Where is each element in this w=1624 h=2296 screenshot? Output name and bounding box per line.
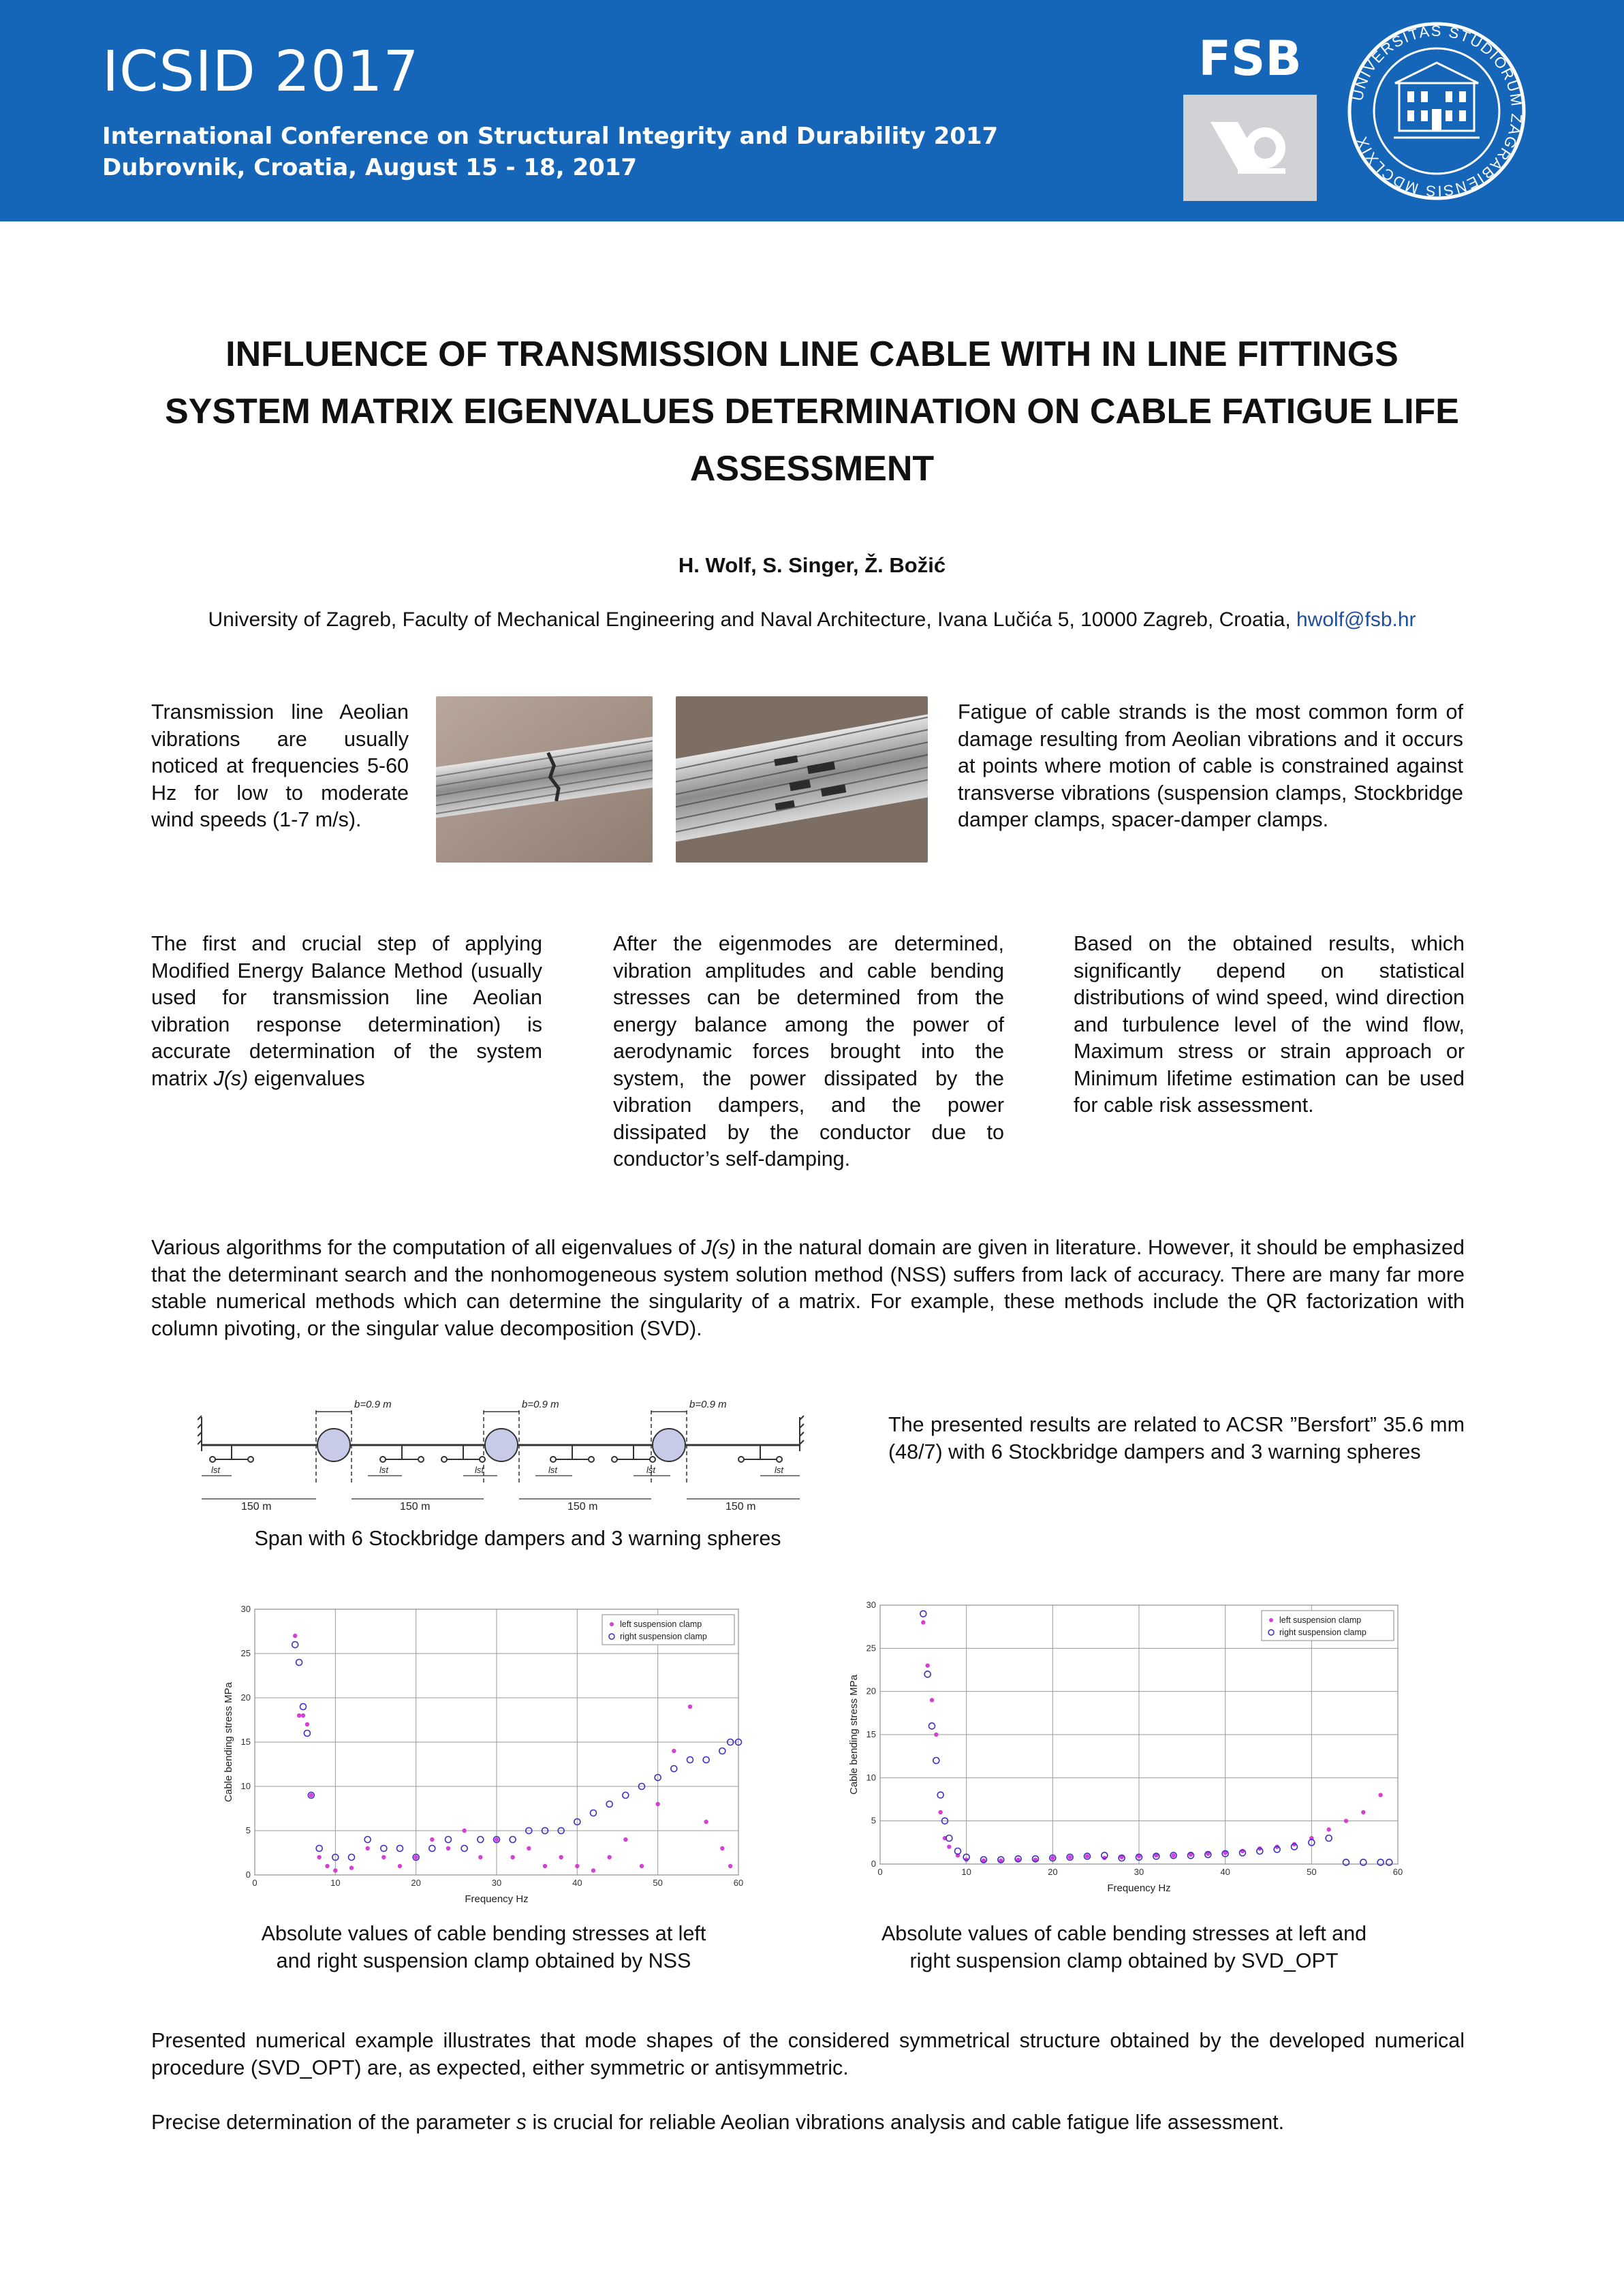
cable-photo-2	[676, 696, 928, 863]
university-seal	[1346, 20, 1527, 202]
algorithms-post: in the natural domain are given in literature. However, it should be emphasized that the determinant search and the nonhomogeneous system solution method (NSS) suffers from lack of accuracy. There are many far more stable numerical methods which can determine the singularity of a matrix. For example, these methods include the QR factorization with column pivoting, or the singular value decomposition (SVD).	[151, 1236, 1465, 1340]
y-tick-label: 20	[240, 1692, 251, 1703]
y-tick-label: 0	[245, 1870, 251, 1880]
conclusion-pre: Precise determination of the parameter	[151, 2111, 511, 2134]
y-tick-label: 10	[240, 1781, 251, 1791]
column-1-pre: The first and crucial step of applying Modified Energy Balance Method (usually used for transmission line Aeolian vibration response determination) is accurate determination of the system matrix	[151, 932, 542, 1090]
lst-label: lst	[379, 1465, 388, 1475]
span-label: 150 m	[567, 1501, 598, 1512]
data-point-left-clamp	[398, 1864, 402, 1868]
data-point-left-clamp	[1085, 1854, 1089, 1858]
data-point-left-clamp	[325, 1864, 329, 1868]
legend-label: left suspension clamp	[1279, 1615, 1362, 1625]
y-tick-label: 30	[240, 1604, 251, 1614]
b-dimension-label: b=0.9 m	[689, 1399, 727, 1410]
data-point-left-clamp	[305, 1722, 309, 1726]
damper-mass	[210, 1457, 215, 1462]
data-point-left-clamp	[720, 1846, 724, 1850]
data-point-left-clamp	[607, 1855, 611, 1859]
x-tick-label: 60	[1392, 1867, 1403, 1877]
warning-sphere	[485, 1429, 518, 1461]
x-tick-label: 30	[491, 1878, 502, 1888]
acsr-note: The presented results are related to ACSR ”Bersfort” 35.6 mm (48/7) with 6 Stockbridge dampers and 3 warning spheres	[888, 1413, 1465, 1463]
lst-label: lst	[775, 1465, 783, 1475]
conference-location: Dubrovnik, Croatia, August 15 - 18, 2017	[102, 154, 638, 181]
data-point-left-clamp	[293, 1634, 297, 1638]
data-point-left-clamp	[462, 1829, 466, 1833]
data-point-left-clamp	[333, 1868, 337, 1872]
data-point-left-clamp	[934, 1733, 938, 1737]
intro-right-text: Fatigue of cable strands is the most common form of damage resulting from Aeolian vibrations and it occurs at points where motion of cable is constrained against transverse vibrations (suspension clamps, Stockbridge damper clamps, spacer-damper clamps.	[958, 700, 1463, 831]
title-line: ASSESSMENT	[689, 449, 935, 488]
x-axis-label: Frequency Hz	[465, 1893, 529, 1905]
data-point-left-clamp	[1344, 1818, 1348, 1822]
x-tick-label: 10	[330, 1878, 341, 1888]
damper-mass	[441, 1457, 447, 1462]
data-point-left-clamp	[559, 1855, 563, 1859]
title-line: INFLUENCE OF TRANSMISSION LINE CABLE WITH IN LINE FITTINGS	[225, 335, 1399, 374]
title-line: SYSTEM MATRIX EIGENVALUES DETERMINATION ON CABLE FATIGUE LIFE	[165, 392, 1459, 431]
cable-photo-1	[436, 696, 653, 863]
authors: H. Wolf, S. Singer, Ž. Božić	[678, 553, 946, 577]
y-axis-label: Cable bending stress MPa	[223, 1682, 234, 1802]
column-1-symbol: J(s)	[213, 1066, 249, 1090]
x-tick-label: 30	[1134, 1867, 1144, 1877]
x-tick-label: 20	[411, 1878, 421, 1888]
damper-mass	[480, 1457, 485, 1462]
conclusion-paragraph-1: Presented numerical example illustrates that mode shapes of the considered symmetrical structure obtained by the developed numerical procedure (SVD_OPT) are, as expected, either symmetric or antisymmetric.	[151, 2029, 1465, 2079]
damper-mass	[550, 1457, 556, 1462]
conclusion-symbol: s	[516, 2111, 527, 2134]
email-link[interactable]: hwolf@fsb.hr	[1296, 608, 1416, 631]
data-point-left-clamp	[309, 1793, 313, 1797]
fsb-logo-text: FSB	[1183, 22, 1317, 95]
data-point-left-clamp	[591, 1868, 595, 1872]
fsb-logo	[1183, 22, 1317, 201]
data-point-left-clamp	[478, 1855, 482, 1859]
x-tick-label: 0	[877, 1867, 883, 1877]
data-point-left-clamp	[623, 1837, 627, 1842]
paper-title	[102, 326, 1522, 497]
legend-label: left suspension clamp	[620, 1619, 702, 1629]
legend-marker-left	[610, 1622, 614, 1626]
data-point-left-clamp	[510, 1855, 514, 1859]
chart-nss-svg	[219, 1602, 744, 1909]
lst-label: lst	[646, 1465, 655, 1475]
span-label: 150 m	[400, 1501, 431, 1512]
column-3-text: Based on the obtained results, which significantly depend on statistical distributions of wind speed, wind direction and turbulence level of the wind flow, Maximum stress or strain approach or Minimum lifetime estimation can be used for cable risk assessment.	[1074, 932, 1465, 1117]
intro-left-text: Transmission line Aeolian vibrations are usually noticed at frequencies 5-60 Hz for low to moderate wind speeds (1-7 m/s).	[151, 700, 409, 831]
caption-line: Absolute values of cable bending stresses at left	[261, 1922, 706, 1945]
data-point-left-clamp	[317, 1855, 321, 1859]
chart-svd	[845, 1598, 1403, 1898]
x-tick-label: 10	[961, 1867, 971, 1877]
caption-line: right suspension clamp obtained by SVD_OPT	[909, 1949, 1339, 1972]
data-point-left-clamp	[1326, 1827, 1330, 1831]
x-tick-label: 40	[572, 1878, 582, 1888]
chart-svd-svg	[845, 1598, 1403, 1898]
column-1-post: eigenvalues	[253, 1066, 365, 1090]
data-point-left-clamp	[301, 1713, 305, 1718]
b-dimension-label: b=0.9 m	[522, 1399, 559, 1410]
warning-sphere	[653, 1429, 685, 1461]
legend-marker-left	[1269, 1618, 1273, 1622]
damper-mass	[248, 1457, 253, 1462]
algorithms-symbol: J(s)	[701, 1236, 736, 1259]
seal-text: UNIVERSITAS STUDIORUM ZAGRABIENSIS MDCLXIX	[1348, 22, 1526, 200]
x-tick-label: 60	[733, 1878, 744, 1888]
fsb-emblem-icon	[1183, 95, 1317, 201]
y-tick-label: 25	[866, 1643, 876, 1654]
caption-line: Absolute values of cable bending stresses at left and	[881, 1922, 1367, 1945]
legend-label: right suspension clamp	[1279, 1628, 1367, 1637]
span-diagram-caption: Span with 6 Stockbridge dampers and 3 warning spheres	[254, 1527, 781, 1550]
data-point-left-clamp	[349, 1865, 354, 1870]
y-axis-label: Cable bending stress MPa	[848, 1675, 860, 1795]
conclusion-paragraph-2	[151, 2109, 1465, 2137]
conference-full-name: International Conference on Structural Integrity and Durability 2017	[102, 123, 999, 150]
affiliation-text: University of Zagreb, Faculty of Mechanical Engineering and Naval Architecture, Ivana Lučića 5, 10000 Zagreb, Croatia,	[208, 608, 1291, 631]
damper-mass	[650, 1457, 655, 1462]
y-tick-label: 25	[240, 1648, 251, 1658]
column-1-text	[151, 931, 542, 1092]
lst-label: lst	[211, 1465, 220, 1475]
data-point-left-clamp	[1378, 1793, 1382, 1797]
data-point-left-clamp	[413, 1855, 418, 1859]
data-point-left-clamp	[1361, 1810, 1365, 1814]
caption-line: and right suspension clamp obtained by NSS	[276, 1949, 691, 1972]
warning-sphere	[317, 1429, 350, 1461]
y-tick-label: 5	[245, 1825, 251, 1835]
x-tick-label: 0	[252, 1878, 257, 1888]
legend-label: right suspension clamp	[620, 1632, 707, 1641]
damper-mass	[418, 1457, 424, 1462]
y-tick-label: 30	[866, 1600, 876, 1610]
damper-mass	[380, 1457, 386, 1462]
span-diagram	[198, 1397, 838, 1512]
data-point-left-clamp	[1050, 1856, 1055, 1860]
lst-label: lst	[548, 1465, 557, 1475]
span-diagram-svg	[198, 1397, 838, 1512]
x-tick-label: 40	[1220, 1867, 1230, 1877]
y-tick-label: 10	[866, 1772, 876, 1783]
damper-mass	[589, 1457, 594, 1462]
chart-nss-caption	[204, 1920, 763, 1974]
data-point-left-clamp	[381, 1855, 386, 1859]
conference-name: ICSID 2017	[102, 40, 420, 104]
data-point-left-clamp	[430, 1837, 434, 1842]
y-tick-label: 5	[871, 1815, 876, 1826]
y-tick-label: 20	[866, 1686, 876, 1696]
data-point-left-clamp	[704, 1820, 708, 1824]
b-dimension-label: b=0.9 m	[354, 1399, 392, 1410]
data-point-left-clamp	[365, 1846, 369, 1850]
university-seal-icon	[1346, 20, 1527, 202]
y-tick-label: 15	[866, 1729, 876, 1739]
conclusion-post: is crucial for reliable Aeolian vibrations analysis and cable fatigue life assessment.	[532, 2111, 1285, 2134]
data-point-left-clamp	[655, 1802, 659, 1806]
data-point-left-clamp	[1171, 1853, 1175, 1857]
damper-mass	[612, 1457, 617, 1462]
data-point-left-clamp	[688, 1705, 692, 1709]
column-2-text: After the eigenmodes are determined, vibration amplitudes and cable bending stresses can be determined from the energy balance among the power of aerodynamic forces brought into the system, the power dissipated by the vibration dampers, and the power dissipated by the conductor due to conductor’s self-damping.	[613, 932, 1004, 1170]
data-point-left-clamp	[921, 1620, 925, 1624]
data-point-left-clamp	[575, 1864, 579, 1868]
data-point-left-clamp	[672, 1749, 676, 1753]
chart-svd-caption	[845, 1920, 1403, 1974]
span-label: 150 m	[725, 1501, 756, 1512]
y-tick-label: 15	[240, 1737, 251, 1747]
data-point-left-clamp	[947, 1844, 951, 1848]
damper-mass	[777, 1457, 782, 1462]
data-point-left-clamp	[1067, 1855, 1072, 1859]
data-point-left-clamp	[495, 1837, 499, 1842]
data-point-left-clamp	[938, 1810, 942, 1814]
data-point-left-clamp	[728, 1864, 732, 1868]
damper-mass	[738, 1457, 744, 1462]
x-axis-label: Frequency Hz	[1107, 1882, 1171, 1894]
data-point-left-clamp	[640, 1864, 644, 1868]
x-tick-label: 50	[1307, 1867, 1317, 1877]
affiliation	[102, 608, 1522, 632]
data-point-left-clamp	[925, 1663, 929, 1667]
y-tick-label: 0	[871, 1859, 876, 1869]
data-point-left-clamp	[543, 1864, 547, 1868]
algorithms-pre: Various algorithms for the computation of all eigenvalues of	[151, 1236, 696, 1259]
algorithms-paragraph	[151, 1235, 1465, 1342]
data-point-left-clamp	[527, 1846, 531, 1850]
data-point-left-clamp	[930, 1698, 934, 1702]
lst-label: lst	[475, 1465, 484, 1475]
x-tick-label: 50	[653, 1878, 663, 1888]
data-point-left-clamp	[446, 1846, 450, 1850]
data-point-left-clamp	[297, 1713, 301, 1718]
x-tick-label: 20	[1048, 1867, 1058, 1877]
span-label: 150 m	[241, 1501, 272, 1512]
chart-nss	[219, 1602, 744, 1909]
